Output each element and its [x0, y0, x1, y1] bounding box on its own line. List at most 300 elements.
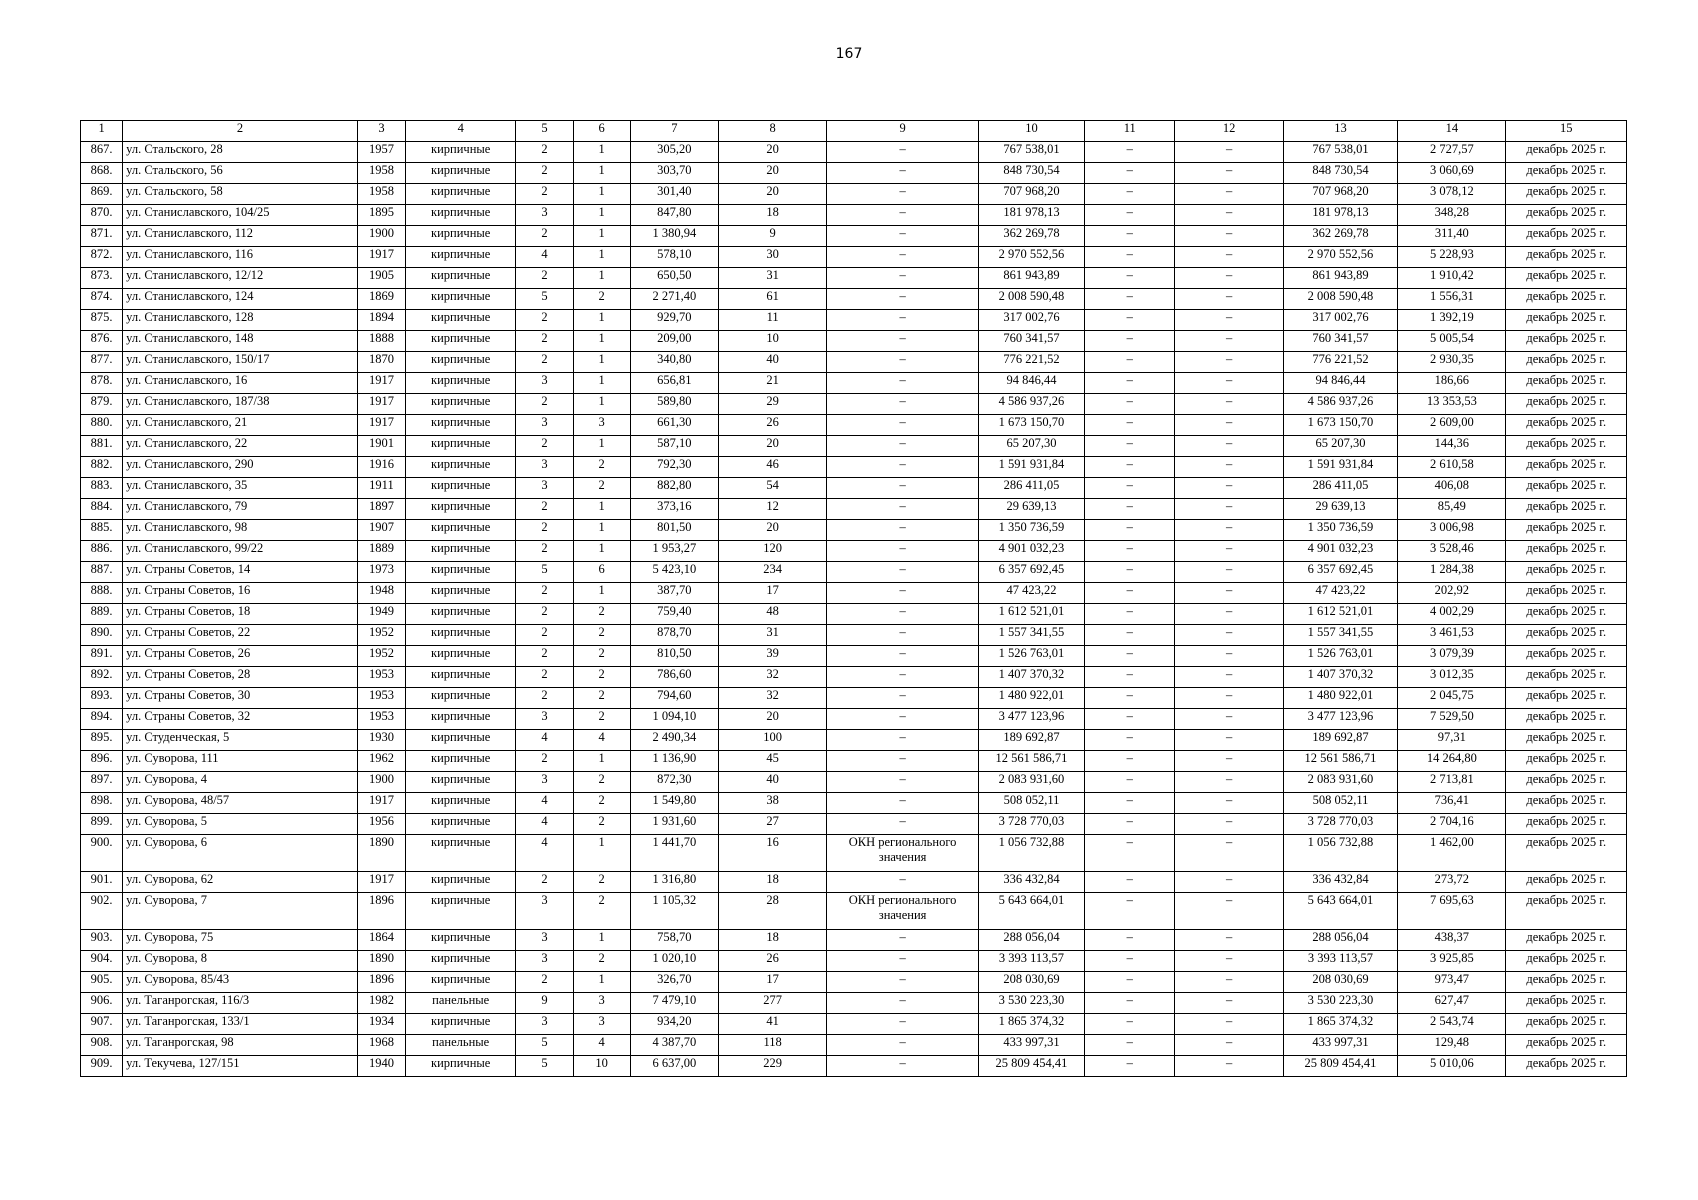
table-cell: 3 060,69 — [1398, 163, 1506, 184]
table-cell: 1 407 370,32 — [1283, 667, 1397, 688]
table-cell: – — [827, 1035, 978, 1056]
table-cell: 1 284,38 — [1398, 562, 1506, 583]
table-cell: 2 — [516, 625, 573, 646]
table-cell: кирпичные — [406, 1056, 516, 1077]
table-cell: 18 — [718, 205, 826, 226]
table-cell: – — [1085, 730, 1175, 751]
table-cell: – — [1175, 331, 1283, 352]
table-cell: 2 609,00 — [1398, 415, 1506, 436]
row-number: 908. — [81, 1035, 123, 1056]
table-cell: – — [1175, 478, 1283, 499]
address-cell: ул. Страны Советов, 32 — [123, 709, 358, 730]
table-row — [81, 415, 1627, 436]
table-cell: 736,41 — [1398, 793, 1506, 814]
table-cell: 17 — [718, 583, 826, 604]
table-cell: 2 — [573, 646, 630, 667]
table-cell: – — [1175, 772, 1283, 793]
table-cell: – — [827, 310, 978, 331]
table-cell: 1889 — [357, 541, 405, 562]
row-number: 880. — [81, 415, 123, 436]
row-number: 877. — [81, 352, 123, 373]
table-cell: 929,70 — [630, 310, 718, 331]
table-cell: декабрь 2025 г. — [1506, 730, 1627, 751]
table-cell: – — [827, 289, 978, 310]
table-cell: 288 056,04 — [1283, 930, 1397, 951]
table-cell: 5 423,10 — [630, 562, 718, 583]
table-cell: 20 — [718, 142, 826, 163]
table-cell: 433 997,31 — [978, 1035, 1084, 1056]
table-cell: – — [1085, 1056, 1175, 1077]
table-cell: 760 341,57 — [978, 331, 1084, 352]
table-cell: 10 — [573, 1056, 630, 1077]
table-cell: 2 008 590,48 — [1283, 289, 1397, 310]
table-cell: 7 479,10 — [630, 993, 718, 1014]
table-row — [81, 520, 1627, 541]
table-cell: кирпичные — [406, 667, 516, 688]
table-cell: 3 — [516, 709, 573, 730]
table-cell: 2 — [516, 751, 573, 772]
table-cell: 3 — [516, 457, 573, 478]
table-cell: – — [1085, 1035, 1175, 1056]
table-cell: 2 — [573, 893, 630, 930]
column-header: 4 — [406, 121, 516, 142]
table-cell: 2 — [516, 872, 573, 893]
table-cell: 29 639,13 — [1283, 499, 1397, 520]
row-number: 889. — [81, 604, 123, 625]
table-cell: – — [1175, 646, 1283, 667]
table-row — [81, 667, 1627, 688]
table-cell: 209,00 — [630, 331, 718, 352]
table-cell: – — [1085, 331, 1175, 352]
column-header: 3 — [357, 121, 405, 142]
table-cell: – — [1085, 520, 1175, 541]
table-cell: 3 079,39 — [1398, 646, 1506, 667]
table-cell: декабрь 2025 г. — [1506, 872, 1627, 893]
table-cell: – — [1175, 667, 1283, 688]
table-cell: кирпичные — [406, 835, 516, 872]
table-cell: 1 — [573, 373, 630, 394]
table-cell: – — [1085, 604, 1175, 625]
table-cell: 4 — [516, 793, 573, 814]
table-cell: 1949 — [357, 604, 405, 625]
table-cell: 2 — [516, 352, 573, 373]
table-cell: – — [827, 709, 978, 730]
table-cell: – — [827, 394, 978, 415]
table-cell: 303,70 — [630, 163, 718, 184]
row-number: 870. — [81, 205, 123, 226]
table-cell: 1948 — [357, 583, 405, 604]
address-cell: ул. Станиславского, 150/17 — [123, 352, 358, 373]
address-cell: ул. Суворова, 62 — [123, 872, 358, 893]
table-cell: 31 — [718, 268, 826, 289]
table-row — [81, 1035, 1627, 1056]
table-cell: – — [1085, 352, 1175, 373]
table-cell: 1 591 931,84 — [978, 457, 1084, 478]
table-cell: 707 968,20 — [978, 184, 1084, 205]
table-cell: декабрь 2025 г. — [1506, 709, 1627, 730]
table-cell: 5 005,54 — [1398, 331, 1506, 352]
table-cell: – — [1175, 247, 1283, 268]
row-number: 879. — [81, 394, 123, 415]
table-cell: – — [827, 247, 978, 268]
table-cell: 3 — [516, 373, 573, 394]
row-number: 897. — [81, 772, 123, 793]
table-cell: 85,49 — [1398, 499, 1506, 520]
table-cell: – — [1175, 835, 1283, 872]
table-cell: 1 480 922,01 — [1283, 688, 1397, 709]
table-cell: 3 — [516, 893, 573, 930]
table-cell: – — [1085, 247, 1175, 268]
table-cell: – — [1085, 310, 1175, 331]
table-cell: 5 — [516, 1035, 573, 1056]
table-cell: 20 — [718, 436, 826, 457]
table-cell: – — [827, 352, 978, 373]
table-cell: 1952 — [357, 625, 405, 646]
table-cell: 1 591 931,84 — [1283, 457, 1397, 478]
row-number: 892. — [81, 667, 123, 688]
table-cell: – — [1085, 184, 1175, 205]
table-cell: 120 — [718, 541, 826, 562]
table-cell: 25 809 454,41 — [1283, 1056, 1397, 1077]
table-cell: – — [1175, 268, 1283, 289]
table-cell: 934,20 — [630, 1014, 718, 1035]
table-cell: 1958 — [357, 163, 405, 184]
table-cell: 1 — [573, 436, 630, 457]
column-header: 5 — [516, 121, 573, 142]
row-number: 899. — [81, 814, 123, 835]
table-cell: декабрь 2025 г. — [1506, 688, 1627, 709]
table-cell: 2 — [573, 457, 630, 478]
table-cell: – — [1085, 709, 1175, 730]
table-cell: ОКН регионального значения — [827, 835, 978, 872]
table-cell: 1900 — [357, 226, 405, 247]
table-cell: кирпичные — [406, 352, 516, 373]
address-cell: ул. Станиславского, 124 — [123, 289, 358, 310]
table-cell: 1900 — [357, 772, 405, 793]
table-body — [81, 142, 1627, 1077]
table-cell: 3 — [516, 930, 573, 951]
table-cell: 1 865 374,32 — [978, 1014, 1084, 1035]
table-cell: декабрь 2025 г. — [1506, 930, 1627, 951]
table-cell: 1 — [573, 163, 630, 184]
table-cell: – — [1085, 373, 1175, 394]
table-cell: – — [1175, 709, 1283, 730]
table-cell: кирпичные — [406, 814, 516, 835]
table-cell: кирпичные — [406, 583, 516, 604]
table-cell: 202,92 — [1398, 583, 1506, 604]
table-cell: 3 925,85 — [1398, 951, 1506, 972]
table-cell: – — [1175, 893, 1283, 930]
table-cell: декабрь 2025 г. — [1506, 457, 1627, 478]
address-cell: ул. Суворова, 5 — [123, 814, 358, 835]
table-cell: 1958 — [357, 184, 405, 205]
table-row — [81, 436, 1627, 457]
row-number: 878. — [81, 373, 123, 394]
table-cell: 1896 — [357, 972, 405, 993]
table-cell: – — [1175, 625, 1283, 646]
table-cell: декабрь 2025 г. — [1506, 562, 1627, 583]
table-cell: 1917 — [357, 394, 405, 415]
table-cell: декабрь 2025 г. — [1506, 1014, 1627, 1035]
table-cell: 2 — [573, 478, 630, 499]
address-cell: ул. Станиславского, 98 — [123, 520, 358, 541]
table-cell: 1 — [573, 352, 630, 373]
row-number: 883. — [81, 478, 123, 499]
table-cell: 878,70 — [630, 625, 718, 646]
table-cell: 27 — [718, 814, 826, 835]
table-cell: 3 393 113,57 — [978, 951, 1084, 972]
table-cell: 3 012,35 — [1398, 667, 1506, 688]
table-cell: 4 387,70 — [630, 1035, 718, 1056]
table-row — [81, 247, 1627, 268]
table-cell: 2 045,75 — [1398, 688, 1506, 709]
table-cell: декабрь 2025 г. — [1506, 373, 1627, 394]
table-cell: декабрь 2025 г. — [1506, 835, 1627, 872]
table-cell: 1952 — [357, 646, 405, 667]
table-cell: 40 — [718, 772, 826, 793]
address-cell: ул. Суворова, 48/57 — [123, 793, 358, 814]
table-cell: 707 968,20 — [1283, 184, 1397, 205]
table-cell: 1 — [573, 835, 630, 872]
table-cell: 1870 — [357, 352, 405, 373]
table-row — [81, 709, 1627, 730]
table-cell: кирпичные — [406, 751, 516, 772]
table-cell: – — [1085, 415, 1175, 436]
table-cell: 40 — [718, 352, 826, 373]
table-cell: кирпичные — [406, 184, 516, 205]
table-cell: 1917 — [357, 373, 405, 394]
table-cell: кирпичные — [406, 730, 516, 751]
table-cell: кирпичные — [406, 478, 516, 499]
table-cell: 94 846,44 — [1283, 373, 1397, 394]
table-cell: 362 269,78 — [1283, 226, 1397, 247]
table-cell: декабрь 2025 г. — [1506, 793, 1627, 814]
table-cell: 2 490,34 — [630, 730, 718, 751]
address-cell: ул. Станиславского, 99/22 — [123, 541, 358, 562]
table-cell: 41 — [718, 1014, 826, 1035]
table-cell: 2 — [573, 688, 630, 709]
table-cell: 776 221,52 — [978, 352, 1084, 373]
table-cell: 1 056 732,88 — [1283, 835, 1397, 872]
table-cell: 47 423,22 — [1283, 583, 1397, 604]
table-cell: 1973 — [357, 562, 405, 583]
table-cell: 48 — [718, 604, 826, 625]
table-row — [81, 893, 1627, 930]
address-cell: ул. Суворова, 85/43 — [123, 972, 358, 993]
address-cell: ул. Станиславского, 79 — [123, 499, 358, 520]
table-cell: 2 — [516, 688, 573, 709]
table-cell: – — [827, 226, 978, 247]
table-cell: 189 692,87 — [1283, 730, 1397, 751]
table-cell: 2 — [516, 667, 573, 688]
table-cell: 1 557 341,55 — [1283, 625, 1397, 646]
table-cell: 1917 — [357, 415, 405, 436]
table-cell: 1 — [573, 226, 630, 247]
table-cell: – — [1175, 793, 1283, 814]
table-cell: – — [827, 730, 978, 751]
table-cell: 882,80 — [630, 478, 718, 499]
table-cell: 4 002,29 — [1398, 604, 1506, 625]
table-cell: 3 728 770,03 — [978, 814, 1084, 835]
table-cell: кирпичные — [406, 226, 516, 247]
column-header: 6 — [573, 121, 630, 142]
table-cell: 848 730,54 — [1283, 163, 1397, 184]
table-cell: 2 083 931,60 — [1283, 772, 1397, 793]
table-cell: декабрь 2025 г. — [1506, 625, 1627, 646]
table-cell: 387,70 — [630, 583, 718, 604]
table-cell: 3 — [573, 993, 630, 1014]
table-cell: – — [827, 993, 978, 1014]
row-number: 896. — [81, 751, 123, 772]
row-number: 874. — [81, 289, 123, 310]
row-number: 888. — [81, 583, 123, 604]
table-cell: декабрь 2025 г. — [1506, 604, 1627, 625]
table-cell: 627,47 — [1398, 993, 1506, 1014]
table-cell: – — [1175, 226, 1283, 247]
table-cell: 13 353,53 — [1398, 394, 1506, 415]
table-cell: 7 529,50 — [1398, 709, 1506, 730]
address-cell: ул. Станиславского, 148 — [123, 331, 358, 352]
table-cell: – — [1175, 972, 1283, 993]
table-cell: – — [1085, 1014, 1175, 1035]
table-cell: 373,16 — [630, 499, 718, 520]
row-number: 875. — [81, 310, 123, 331]
table-cell: 1 441,70 — [630, 835, 718, 872]
table-cell: 6 357 692,45 — [1283, 562, 1397, 583]
table-cell: декабрь 2025 г. — [1506, 436, 1627, 457]
table-cell: – — [827, 562, 978, 583]
table-cell: 801,50 — [630, 520, 718, 541]
table-cell: 1 — [573, 184, 630, 205]
table-cell: – — [1175, 541, 1283, 562]
address-cell: ул. Суворова, 6 — [123, 835, 358, 872]
table-cell: 20 — [718, 709, 826, 730]
address-cell: ул. Студенческая, 5 — [123, 730, 358, 751]
row-number: 868. — [81, 163, 123, 184]
table-cell: – — [1175, 373, 1283, 394]
table-cell: 2 — [516, 499, 573, 520]
table-row — [81, 730, 1627, 751]
table-cell: 1895 — [357, 205, 405, 226]
table-cell: 1 136,90 — [630, 751, 718, 772]
table-cell: – — [1175, 163, 1283, 184]
table-cell: кирпичные — [406, 604, 516, 625]
table-cell: 1957 — [357, 142, 405, 163]
address-cell: ул. Станиславского, 290 — [123, 457, 358, 478]
table-row — [81, 793, 1627, 814]
table-row — [81, 930, 1627, 951]
table-cell: декабрь 2025 г. — [1506, 667, 1627, 688]
table-cell: кирпичные — [406, 163, 516, 184]
table-cell: 1 557 341,55 — [978, 625, 1084, 646]
table-cell: – — [827, 646, 978, 667]
table-cell: 21 — [718, 373, 826, 394]
table-cell: 406,08 — [1398, 478, 1506, 499]
table-cell: 1894 — [357, 310, 405, 331]
table-cell: кирпичные — [406, 436, 516, 457]
table-cell: 1962 — [357, 751, 405, 772]
row-number: 906. — [81, 993, 123, 1014]
table-cell: кирпичные — [406, 646, 516, 667]
table-cell: 2 — [573, 667, 630, 688]
table-cell: – — [1175, 142, 1283, 163]
table-cell: 2 713,81 — [1398, 772, 1506, 793]
table-cell: 3 528,46 — [1398, 541, 1506, 562]
table-cell: – — [1085, 436, 1175, 457]
table-cell: 794,60 — [630, 688, 718, 709]
table-cell: – — [1085, 972, 1175, 993]
table-cell: 39 — [718, 646, 826, 667]
table-row — [81, 541, 1627, 562]
table-cell: 20 — [718, 184, 826, 205]
row-number: 885. — [81, 520, 123, 541]
table-row — [81, 226, 1627, 247]
row-number: 902. — [81, 893, 123, 930]
table-cell: – — [827, 772, 978, 793]
table-cell: – — [1175, 1056, 1283, 1077]
table-cell: 348,28 — [1398, 205, 1506, 226]
table-cell: панельные — [406, 1035, 516, 1056]
table-cell: 1 350 736,59 — [978, 520, 1084, 541]
table-cell: 3 — [516, 951, 573, 972]
column-header: 11 — [1085, 121, 1175, 142]
table-cell: 11 — [718, 310, 826, 331]
table-cell: 7 695,63 — [1398, 893, 1506, 930]
table-cell: – — [1175, 499, 1283, 520]
table-cell: 31 — [718, 625, 826, 646]
table-row — [81, 478, 1627, 499]
table-cell: декабрь 2025 г. — [1506, 814, 1627, 835]
table-cell: 32 — [718, 688, 826, 709]
table-cell: 2 — [573, 772, 630, 793]
table-cell: 3 006,98 — [1398, 520, 1506, 541]
table-cell: 2 271,40 — [630, 289, 718, 310]
table-cell: – — [1085, 793, 1175, 814]
table-cell: декабрь 2025 г. — [1506, 184, 1627, 205]
table-cell: 1982 — [357, 993, 405, 1014]
table-row — [81, 688, 1627, 709]
table-cell: 1968 — [357, 1035, 405, 1056]
row-number: 869. — [81, 184, 123, 205]
table-cell: 38 — [718, 793, 826, 814]
table-cell: 1 480 922,01 — [978, 688, 1084, 709]
table-cell: 1 — [573, 541, 630, 562]
table-cell: 1 — [573, 751, 630, 772]
table-cell: кирпичные — [406, 562, 516, 583]
table-cell: 4 — [516, 814, 573, 835]
table-cell: 1 056 732,88 — [978, 835, 1084, 872]
table-cell: 10 — [718, 331, 826, 352]
row-number: 873. — [81, 268, 123, 289]
table-cell: 872,30 — [630, 772, 718, 793]
address-cell: ул. Таганрогская, 98 — [123, 1035, 358, 1056]
table-cell: 1 865 374,32 — [1283, 1014, 1397, 1035]
table-cell: 861 943,89 — [978, 268, 1084, 289]
table-cell: 273,72 — [1398, 872, 1506, 893]
table-cell: – — [1085, 993, 1175, 1014]
table-cell: 3 — [516, 1014, 573, 1035]
table-cell: 61 — [718, 289, 826, 310]
table-cell: – — [1085, 226, 1175, 247]
row-number: 882. — [81, 457, 123, 478]
table-cell: 1 — [573, 205, 630, 226]
table-cell: 2 — [516, 268, 573, 289]
table-cell: – — [1085, 562, 1175, 583]
table-cell: 32 — [718, 667, 826, 688]
address-cell: ул. Стальского, 28 — [123, 142, 358, 163]
table-cell: кирпичные — [406, 772, 516, 793]
address-cell: ул. Суворова, 8 — [123, 951, 358, 972]
